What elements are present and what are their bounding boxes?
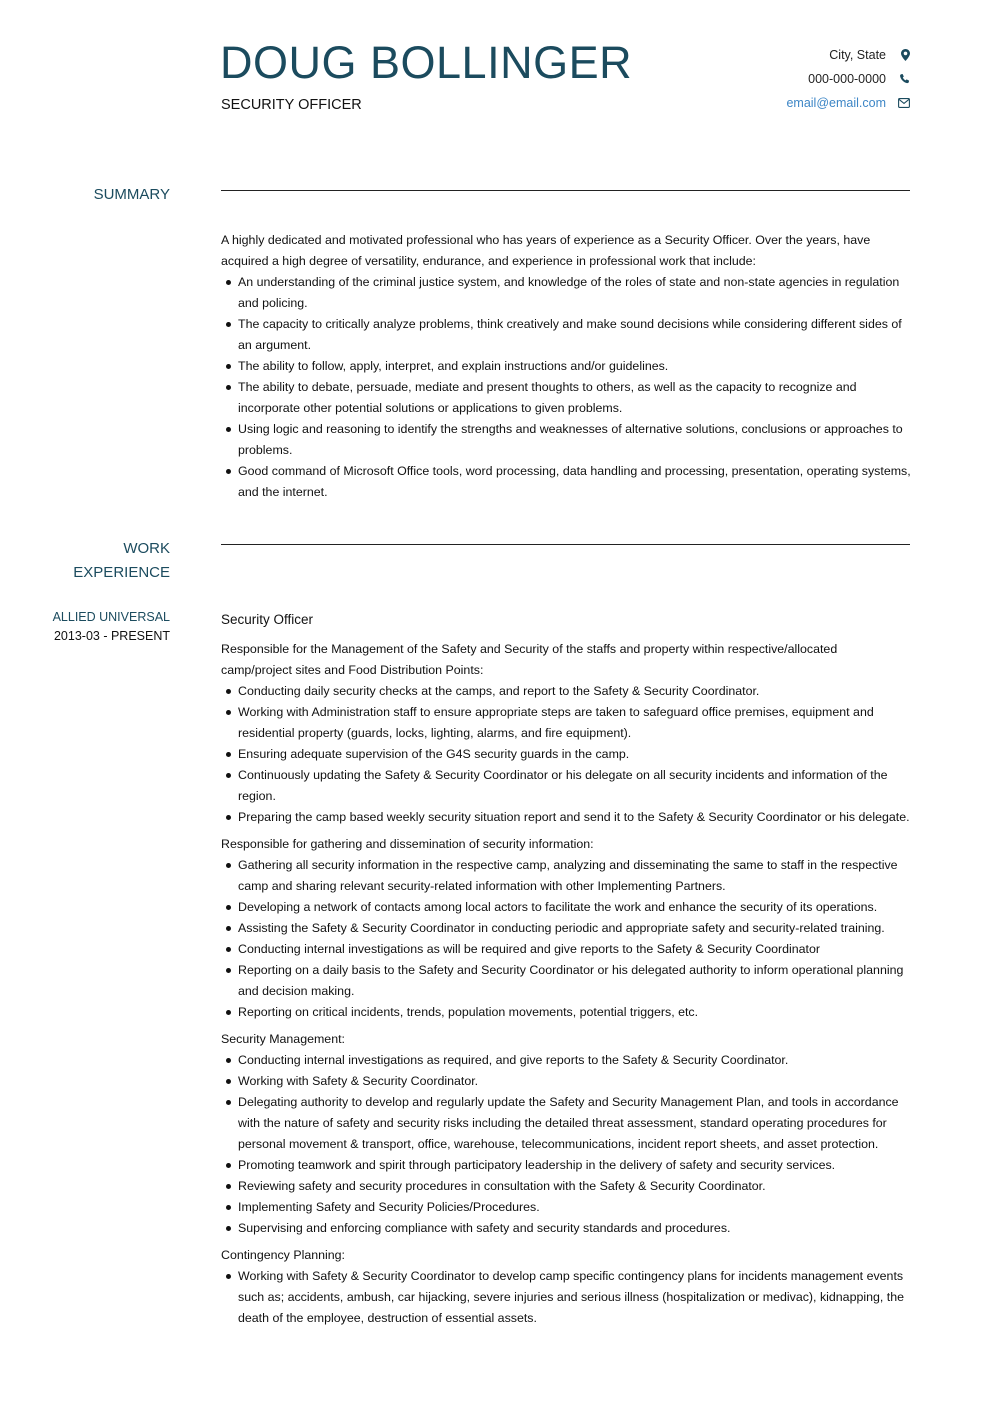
summary-divider (221, 190, 910, 191)
phone-text: 000-000-0000 (808, 72, 886, 86)
employer-name: ALLIED UNIVERSAL (52, 610, 170, 624)
list-item: Reporting on a daily basis to the Safety and Security Coordinator or his delegated authority to inform operational planning and decision making. (221, 960, 911, 1002)
location-text: City, State (829, 48, 886, 62)
list-item: Good command of Microsoft Office tools, word processing, data handling and processing, presentation, operating systems, and the internet. (221, 461, 911, 503)
summary-intro: A highly dedicated and motivated professional who has years of experience as a Security Officer. Over the years, have acquired a high degree of versatility, endurance, and experience in professional work that include: (221, 233, 871, 268)
experience-heading (30, 537, 170, 585)
candidate-title: SECURITY OFFICER (221, 97, 362, 113)
responsibility-block (221, 834, 911, 1023)
responsibility-block (221, 1245, 911, 1329)
job-title: Security Officer (221, 612, 314, 627)
list-item: Working with Safety & Security Coordinator to develop camp specific contingency plans for incidents management events such as; accidents, ambush, car hijacking, severe injuries and serious illness (hospitalization or medivac), kidnapping, the death of the employee, destruction of essential assets. (221, 1266, 911, 1329)
list-item: Conducting internal investigations as required, and give reports to the Safety & Security Coordinator. (221, 1050, 911, 1071)
map-pin-icon (890, 49, 910, 61)
experience-divider (221, 544, 910, 545)
list-item: Implementing Safety and Security Policies/Procedures. (221, 1197, 911, 1218)
list-item: Continuously updating the Safety & Security Coordinator or his delegate on all security incidents and information of the region. (221, 765, 911, 807)
job-details (221, 611, 911, 1335)
email-link[interactable]: email@email.com (786, 96, 886, 110)
summary-body (221, 230, 911, 503)
block-list (221, 1266, 911, 1329)
phone-icon (890, 74, 910, 85)
experience-heading-line2: EXPERIENCE (73, 564, 170, 581)
list-item: Conducting daily security checks at the camps, and report to the Safety & Security Coordinator. (221, 681, 911, 702)
list-item: Promoting teamwork and spirit through participatory leadership in the delivery of safety and security services. (221, 1155, 911, 1176)
list-item: Reviewing safety and security procedures in consultation with the Safety & Security Coordinator. (221, 1176, 911, 1197)
job-dates: 2013-03 - PRESENT (53, 629, 170, 643)
list-item: The capacity to critically analyze problems, think creatively and make sound decisions while considering different sides of an argument. (221, 314, 911, 356)
list-item: Assisting the Safety & Security Coordinator in conducting periodic and appropriate safety and security-related training. (221, 918, 911, 939)
experience-heading-line1: WORK (123, 540, 170, 557)
contact-location (786, 43, 910, 67)
envelope-icon (890, 98, 910, 108)
candidate-name: DOUG BOLLINGER (220, 37, 633, 88)
block-heading: Security Management: (221, 1032, 345, 1046)
list-item: Reporting on critical incidents, trends, population movements, potential triggers, etc. (221, 1002, 911, 1023)
summary-list (221, 272, 911, 503)
job-meta (30, 608, 170, 646)
list-item: Working with Safety & Security Coordinator. (221, 1071, 911, 1092)
list-item: The ability to follow, apply, interpret, and explain instructions and/or guidelines. (221, 356, 911, 377)
contact-info (786, 43, 910, 115)
list-item: The ability to debate, persuade, mediate and present thoughts to others, as well as the capacity to recognize and incorporate other potential solutions or applications to given problems. (221, 377, 911, 419)
list-item: Delegating authority to develop and regularly update the Safety and Security Management Plan, and tools in accordance with the nature of safety and security risks including the detailed threat assessment, standard operating procedures for personal movement & transport, office, warehouse, telecommunications, incident report sheets, and asset protection. (221, 1092, 911, 1155)
block-list (221, 1050, 911, 1239)
list-item: Preparing the camp based weekly security situation report and send it to the Safety & Security Coordinator or his delegate. (221, 807, 911, 828)
list-item: Conducting internal investigations as will be required and give reports to the Safety & Security Coordinator (221, 939, 911, 960)
summary-heading: SUMMARY (93, 186, 170, 203)
contact-email[interactable] (786, 91, 910, 115)
responsibility-block (221, 639, 911, 828)
list-item: Supervising and enforcing compliance with safety and security standards and procedures. (221, 1218, 911, 1239)
responsibility-block (221, 1029, 911, 1239)
list-item: An understanding of the criminal justice system, and knowledge of the roles of state and non-state agencies in regulation and policing. (221, 272, 911, 314)
block-list (221, 855, 911, 1023)
block-heading: Contingency Planning: (221, 1248, 345, 1262)
list-item: Working with Administration staff to ensure appropriate steps are taken to safeguard office premises, equipment and residential property (guards, locks, lighting, alarms, and fire equipment). (221, 702, 911, 744)
contact-phone (786, 67, 910, 91)
list-item: Ensuring adequate supervision of the G4S security guards in the camp. (221, 744, 911, 765)
block-heading: Responsible for the Management of the Safety and Security of the staffs and property within respective/allocated camp/project sites and Food Distribution Points: (221, 642, 838, 677)
list-item: Using logic and reasoning to identify the strengths and weaknesses of alternative solutions, conclusions or approaches to problems. (221, 419, 911, 461)
list-item: Developing a network of contacts among local actors to facilitate the work and enhance the security of its operations. (221, 897, 911, 918)
block-list (221, 681, 911, 828)
block-heading: Responsible for gathering and dissemination of security information: (221, 837, 594, 851)
list-item: Gathering all security information in the respective camp, analyzing and disseminating the same to staff in the respective camp and sharing relevant security-related information with other Implementing Partners. (221, 855, 911, 897)
